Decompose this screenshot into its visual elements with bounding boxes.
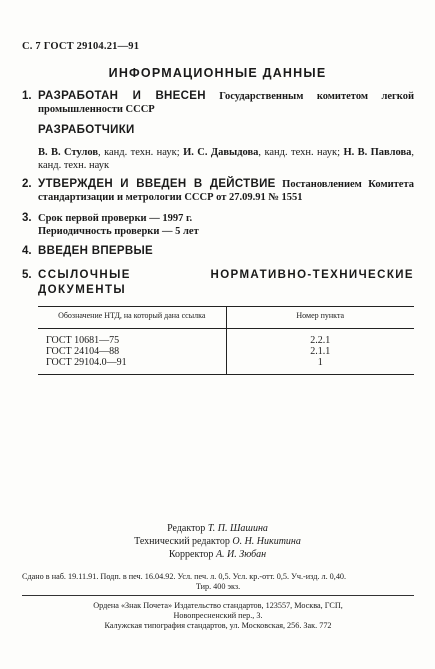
cell-document: ГОСТ 24104—88 bbox=[38, 346, 226, 357]
corrector-line bbox=[0, 548, 435, 561]
editor-line bbox=[0, 522, 435, 535]
item-caps: РАЗРАБОТАН И ВНЕСЕН bbox=[38, 90, 206, 102]
item-5 bbox=[22, 268, 414, 298]
item-caps: ВВЕДЕН ВПЕРВЫЕ bbox=[38, 245, 153, 257]
imprint-address: Новопресненский пер., 3. bbox=[173, 611, 263, 620]
item-4 bbox=[22, 245, 414, 258]
corrector-role: Корректор bbox=[168, 549, 214, 560]
item-number: 2. bbox=[22, 178, 32, 190]
editor-name: Т. П. Шашина bbox=[207, 523, 268, 534]
developer-name: И. С. Давыдова bbox=[183, 147, 259, 158]
item-3 bbox=[22, 212, 414, 238]
imprint-printer: Калужская типография стандартов, ул. Московская, 256. Зак. 772 bbox=[104, 621, 332, 630]
cell-clause: 2.1.1 bbox=[310, 346, 331, 357]
tech-editor-line bbox=[0, 535, 435, 548]
item-text: Постановлением Комитета стандартизации и метрологии СССР от 27.09.91 № 1551 bbox=[38, 179, 414, 203]
developers-list bbox=[38, 146, 414, 172]
imprint-circulation: Тир. 400 экз. bbox=[195, 582, 241, 591]
item-number: 1. bbox=[22, 90, 32, 102]
item-number: 4. bbox=[22, 245, 32, 257]
cell-document: ГОСТ 29104.0—91 bbox=[38, 357, 226, 375]
table-row bbox=[38, 357, 414, 375]
table-header-row bbox=[38, 307, 414, 329]
first-check-line: Срок первой проверки — 1997 г. bbox=[38, 213, 193, 224]
developers-heading: РАЗРАБОТЧИКИ bbox=[38, 124, 135, 136]
references-table bbox=[38, 306, 414, 375]
editors-block bbox=[0, 522, 435, 561]
cell-document: ГОСТ 10681—75 bbox=[38, 329, 226, 347]
item-number: 3. bbox=[22, 212, 32, 224]
table-row bbox=[38, 329, 414, 347]
developer-degree: , канд. техн. наук; bbox=[98, 147, 184, 158]
item-caps: УТВЕРЖДЕН И ВВЕДЕН В ДЕЙСТВИЕ bbox=[38, 178, 276, 190]
item-number: 5. bbox=[22, 269, 32, 281]
periodicity-line: Периодичность проверки — 5 лет bbox=[38, 226, 199, 237]
editor-role: Редактор bbox=[167, 523, 206, 534]
imprint-print-data: Сдано в наб. 19.11.91. Подп. в печ. 16.04.92. Усл. печ. л. 0,5. Усл. кр.-отт. 0,5. Уч.-изд. л. 0,40. bbox=[22, 572, 347, 581]
item-2 bbox=[22, 178, 414, 204]
imprint-divider bbox=[22, 595, 414, 596]
cell-clause: 2.2.1 bbox=[310, 335, 331, 346]
imprint-publisher: Ордена «Знак Почета» Издательство стандартов, 123557, Москва, ГСП, bbox=[93, 601, 343, 610]
developer-name: В. В. Стулов bbox=[38, 147, 99, 158]
page-header: С. 7 ГОСТ 29104.21—91 bbox=[22, 41, 140, 52]
developer-degree: , канд. техн. наук; bbox=[258, 147, 344, 158]
item-1 bbox=[22, 90, 414, 116]
tech-editor-role: Технический редактор bbox=[134, 536, 230, 547]
section-title: ИНФОРМАЦИОННЫЕ ДАННЫЕ bbox=[108, 66, 327, 80]
table-row bbox=[38, 346, 414, 357]
cell-clause: 1 bbox=[226, 357, 414, 375]
column-header-clause: Номер пункта bbox=[226, 307, 414, 329]
developer-name: Н. В. Павлова bbox=[343, 147, 412, 158]
item-caps: ССЫЛОЧНЫЕ НОРМАТИВНО-ТЕХНИЧЕСКИЕ ДОКУМЕНТЫ bbox=[38, 269, 414, 296]
corrector-name: А. И. Зюбан bbox=[215, 549, 267, 560]
column-header-document: Обозначение НТД, на который дана ссылка bbox=[38, 307, 226, 329]
item-text: Государственным комитетом легкой промышленности СССР bbox=[38, 91, 414, 115]
tech-editor-name: О. Н. Никитина bbox=[232, 536, 301, 547]
developer-degree: , канд. техн. наук bbox=[38, 147, 415, 171]
